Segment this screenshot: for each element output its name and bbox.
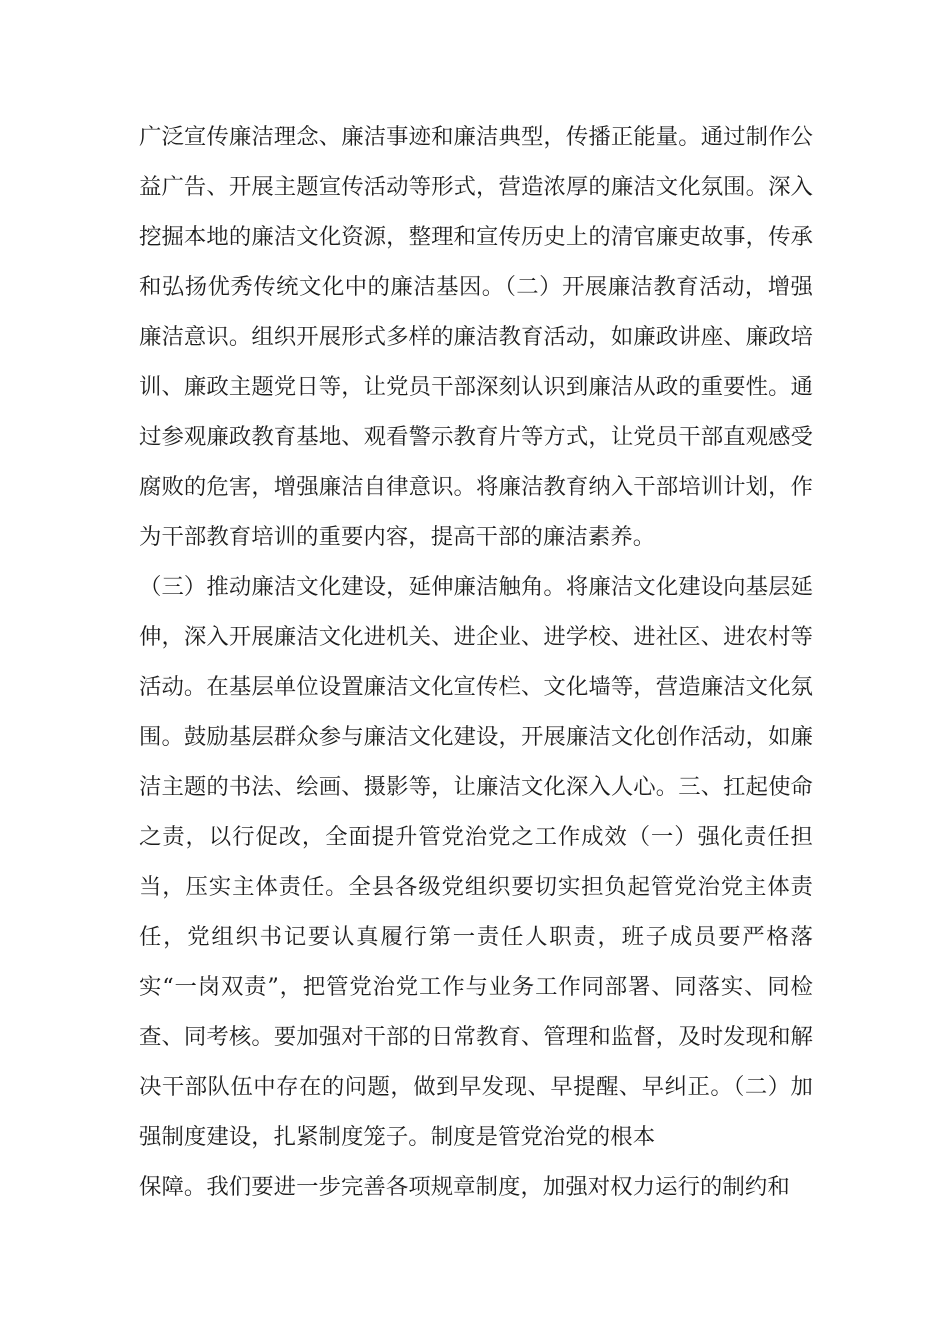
paragraph-1: 广泛宣传廉洁理念、廉洁事迹和廉洁典型，传播正能量。通过制作公益广告、开展主题宣传活动等形式，营造浓厚的廉洁文化氛围。深入挖掘本地的廉洁文化资源，整理和宣传历史上的清官廉吏故事，传承和弘扬优秀传统文化中的廉洁基因。（二）开展廉洁教育活动，增强廉洁意识。组织开展形式多样的廉洁教育活动，如廉政讲座、廉政培训、廉政主题党日等，让党员干部深刻认识到廉洁从政的重要性。通过参观廉政教育基地、观看警示教育片等方式，让党员干部直观感受腐败的危害，增强廉洁自律意识。将廉洁教育纳入干部培训计划，作为干部教育培训的重要内容，提高干部的廉洁素养。 — [139, 124, 813, 550]
paragraph-3: 保障。我们要进一步完善各项规章制度，加强对权力运行的制约和 — [139, 1174, 790, 1200]
document-text-body — [139, 112, 813, 1212]
paragraph-2: （三）推动廉洁文化建设，延伸廉洁触角。将廉洁文化建设向基层延伸，深入开展廉洁文化进机关、进企业、进学校、进社区、进农村等活动。在基层单位设置廉洁文化宣传栏、文化墙等，营造廉洁文化氛围。鼓励基层群众参与廉洁文化建设，开展廉洁文化创作活动，如廉洁主题的书法、绘画、摄影等，让廉洁文化深入人心。三、扛起使命之责，以行促改，全面提升管党治党之工作成效（一）强化责任担当，压实主体责任。全县各级党组织要切实担负起管党治党主体责任，党组织书记要认真履行第一责任人职责，班子成员要严格落实“一岗双责”，把管党治党工作与业务工作同部署、同落实、同检查、同考核。要加强对干部的日常教育、管理和监督，及时发现和解决干部队伍中存在的问题，做到早发现、早提醒、早纠正。（二）加强制度建设，扎紧制度笼子。制度是管党治党的根本 — [139, 574, 813, 1150]
